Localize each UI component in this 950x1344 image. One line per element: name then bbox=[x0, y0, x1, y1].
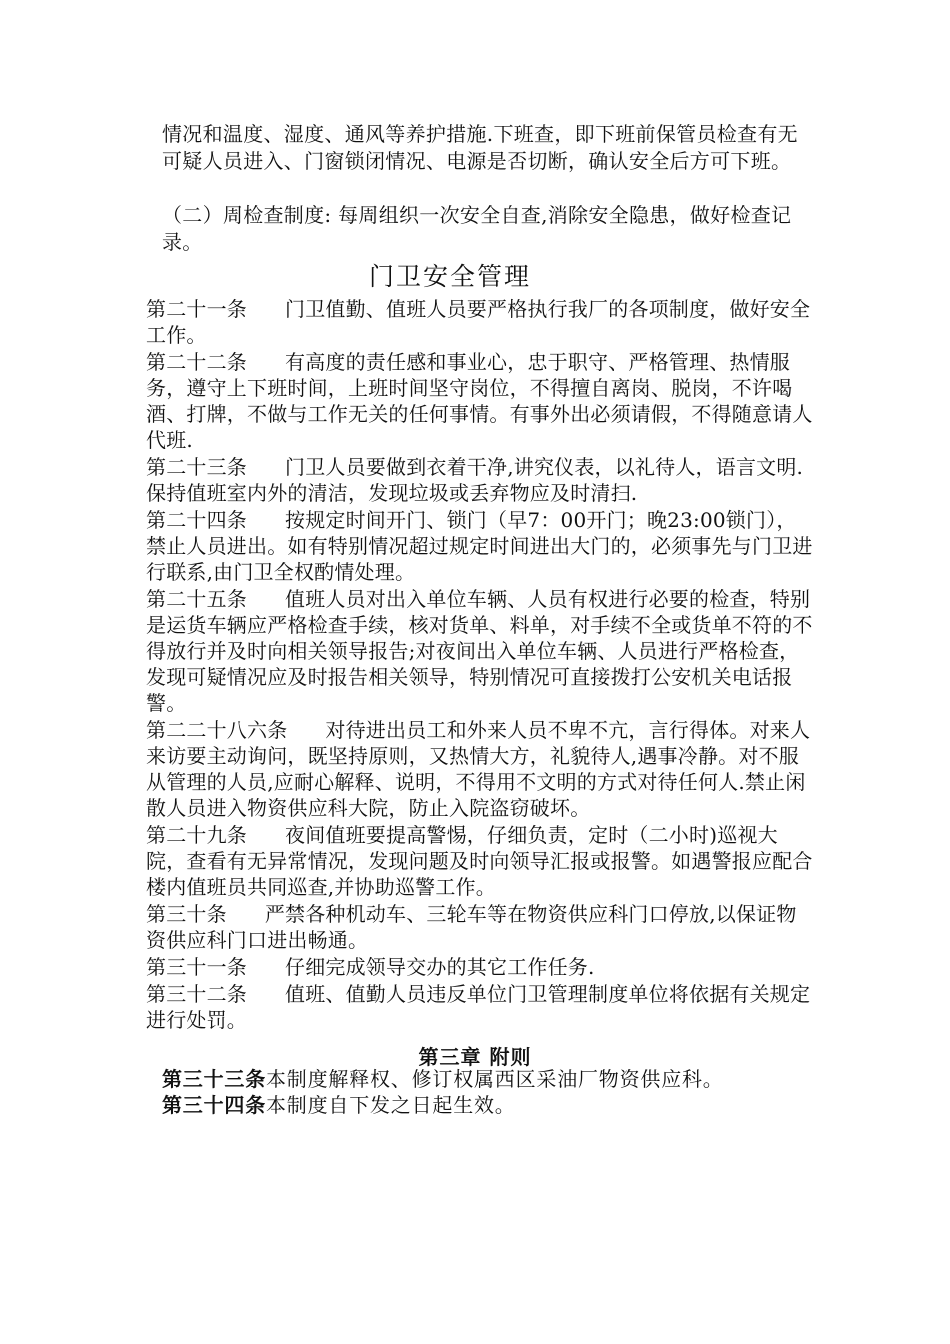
article-text: 有高度的责任感和事业心，忠于职守、严格管理、热情服务，遵守上下班时间，上班时间坚守岗位，不得擅自离岗、脱岗，不许喝酒、打牌，不做与工作无关的任何事情。有事外出必须请假，不得随意请人代班. bbox=[146, 350, 813, 452]
article-33 bbox=[162, 1066, 724, 1092]
article-list bbox=[146, 296, 814, 1034]
article-text: 仔细完成领导交办的其它工作任务. bbox=[285, 955, 595, 979]
article-text: 严禁各种机动车、三轮车等在物资供应科门口停放,以保证物资供应科门口进出畅通。 bbox=[146, 902, 797, 952]
article-text: 本制度解释权、修订权属西区采油厂物资供应科。 bbox=[266, 1067, 724, 1091]
article-number: 第二十三条 bbox=[146, 455, 247, 479]
article-number: 第二十四条 bbox=[146, 508, 247, 532]
article-number: 第二十一条 bbox=[146, 297, 247, 321]
article-number: 第二十二条 bbox=[146, 350, 247, 374]
article-25 bbox=[146, 586, 814, 716]
article-text: 门卫人员要做到衣着干净,讲究仪表，以礼待人，语言文明.保持值班室内外的清洁，发现垃圾或丢弃物应及时清扫. bbox=[146, 455, 804, 505]
article-24 bbox=[146, 507, 814, 585]
article-21 bbox=[146, 296, 814, 348]
article-number: 第三十条 bbox=[146, 902, 227, 926]
article-number: 第三十二条 bbox=[146, 982, 247, 1006]
article-text: 门卫值勤、值班人员要严格执行我厂的各项制度，做好安全工作。 bbox=[146, 297, 811, 347]
article-29 bbox=[146, 822, 814, 900]
article-text: 值班、值勤人员违反单位门卫管理制度单位将依据有关规定进行处罚。 bbox=[146, 982, 811, 1032]
article-number: 第二十五条 bbox=[146, 587, 247, 611]
article-text: 对待进出员工和外来人员不卑不亢，言行得体。对来人来访要主动询问，既坚持原则，又热情大方，礼貌待人,遇事冷静。对不服从管理的人员,应耐心解释、说明，不得用不文明的方式对待任何人.禁止闲散人员进入物资供应科大院，防止入院盗窃破坏。 bbox=[146, 718, 811, 820]
article-text: 值班人员对出入单位车辆、人员有权进行必要的检查，特别是运货车辆应严格检查手续，核对货单、料单，对手续不全或货单不符的不得放行并及时向相关领导报告;对夜间出入单位车辆、人员进行严格检查，发现可疑情况应及时报告相关领导，特别情况可直接拨打公安机关电话报警。 bbox=[146, 587, 813, 715]
article-30 bbox=[146, 901, 814, 953]
section-title: 门卫安全管理 bbox=[368, 262, 531, 291]
article-text: 本制度自下发之日起生效。 bbox=[266, 1093, 516, 1117]
chapter-title: 第三章 附则 bbox=[418, 1045, 532, 1069]
article-number: 第三十四条 bbox=[162, 1093, 266, 1117]
article-28 bbox=[146, 717, 814, 821]
article-23 bbox=[146, 454, 814, 506]
article-text: 按规定时间开门、锁门（早7：00开门；晚23:00锁门），禁止人员进出。如有特别情况超过规定时间进出大门的，必须事先与门卫进行联系,由门卫全权酌情处理。 bbox=[146, 508, 813, 584]
article-number: 第三十一条 bbox=[146, 955, 247, 979]
article-number: 第二十九条 bbox=[146, 823, 247, 847]
article-number: 第三十三条 bbox=[162, 1067, 266, 1091]
article-31 bbox=[146, 954, 814, 980]
article-22 bbox=[146, 349, 814, 453]
article-number: 第二二十八六条 bbox=[146, 718, 288, 742]
intro-paragraph-inspection: 情况和温度、湿度、通风等养护措施.下班查，即下班前保管员检查有无可疑人员进入、门窗锁闭情况、电源是否切断，确认安全后方可下班。 bbox=[162, 122, 798, 173]
article-34 bbox=[162, 1092, 516, 1118]
article-32 bbox=[146, 981, 814, 1033]
article-text: 夜间值班要提高警惕，仔细负责，定时（二小时)巡视大院，查看有无异常情况，发现问题及时向领导汇报或报警。如遇警报应配合楼内值班员共同巡查,并协助巡警工作。 bbox=[146, 823, 813, 899]
intro-paragraph-weekly-check: （二）周检查制度: 每周组织一次安全自查,消除安全隐患，做好检查记录。 bbox=[162, 203, 792, 254]
